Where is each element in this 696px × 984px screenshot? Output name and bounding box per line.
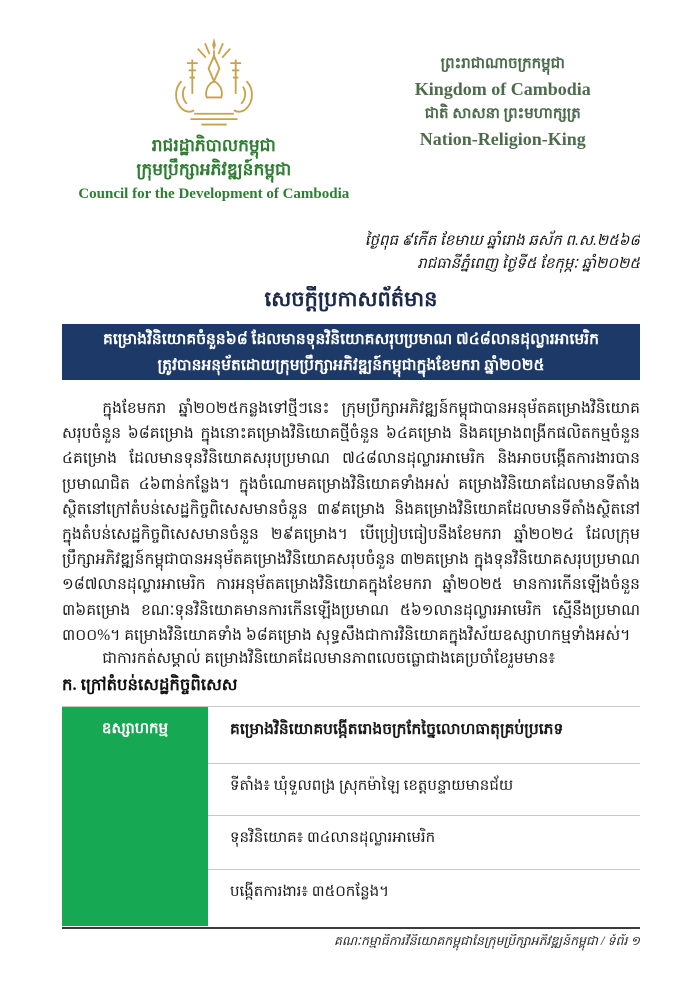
body-text (62, 396, 640, 702)
letterhead (62, 36, 640, 212)
table-row-location: ទីតាំង៖ ឃុំទួលពង្រ ស្រុកម៉ាឡៃ ខេត្តបន្ទាយមានជ័យ (208, 764, 640, 816)
paragraph-2: ជាការកត់សម្គាល់ គម្រោងវិនិយោគដែលមានភាពលេចធ្លោជាងគេប្រចាំខែរួមមាន៖ (102, 650, 556, 667)
paragraph-1: ក្នុងខែមករា ឆ្នាំ២០២៥កន្លងទៅថ្មីៗនេះ ក្រុមប្រឹក្សាអភិវឌ្ឍន៍កម្ពុជាបានអនុម័តគម្រោងវិនិយោគសរុបចំនួន ៦៨គម្រោង ក្នុងនោះគម្រោងវិនិយោគថ្មីចំនួន ៦៤គម្រោង និងគម្រោងពង្រីកផលិតកម្មចំនួន ៤គម្រោង ដែលមានទុនវិនិយោគសរុបប្រមាណ ៧៤៨លានដុល្លារអាមេរិក និងអាចបង្កើតការងារបានប្រមាណជិត ៤៦ពាន់កន្លែង។ ក្នុងចំណោមគម្រោងវិនិយោគទាំងអស់ គម្រោងវិនិយោគដែលមានទីតាំងស្ថិតនៅក្រៅតំបន់សេដ្ឋកិច្ចពិសេសមានចំនួន ៣៩គម្រោង និងគម្រោងវិនិយោគដែលមានទីតាំងស្ថិតនៅក្នុងតំបន់សេដ្ឋកិច្ចពិសេសមានចំនួន ២៩គម្រោង។ បើប្រៀបធៀបនឹងខែមករា ឆ្នាំ២០២៤ ដែលក្រុមប្រឹក្សាអភិវឌ្ឍន៍កម្ពុជាបានអនុម័តគម្រោងវិនិយោគសរុបចំនួន ៣២គម្រោង ក្នុងទុនវិនិយោគសរុបប្រមាណ ១៨៧លានដុល្លារអាមេរិក ការអនុម័តគម្រោងវិនិយោគក្នុងខែមករា ឆ្នាំ២០២៥ មានការកើនឡើងចំនួន ៣៦គម្រោង ខណៈទុនវិនិយោគមានការកើនឡើងប្រមាណ ៥៦១លានដុល្លារអាមេរិក ស្មើនឹងប្រមាណ ៣០០%។ គម្រោងវិនិយោគទាំង ៦៨គម្រោង សុទ្ធសឹងជាការវិនិយោគក្នុងវិស័យឧស្សាហកម្មទាំងអស់។ (62, 400, 640, 644)
kingdom-english: Kingdom of Cambodia (414, 79, 591, 99)
letterhead-right (366, 36, 640, 152)
footer-text: គណៈកម្មាធិការវិនិយោគកម្ពុជានៃក្រុមប្រឹក្សាអភិវឌ្ឍន៍កម្ពុជា / ទំព័រ ១ (333, 934, 640, 948)
kingdom-khmer: ព្រះរាជាណាចក្រកម្ពុជា (440, 56, 565, 72)
motto-english: Nation-Religion-King (419, 129, 586, 149)
document-title: សេចក្តីប្រកាសព័ត៌មាន (264, 287, 438, 311)
dateline-gregorian: រាជធានីភ្នំពេញ ថ្ងៃទី៥ ខែកុម្ភៈ ឆ្នាំ២០២៥ (417, 256, 640, 272)
project-table (62, 706, 640, 926)
dateline (62, 230, 640, 276)
headline-banner (62, 324, 640, 380)
org-name-khmer-line1: រាជរដ្ឋាភិបាលកម្ពុជា (151, 136, 276, 155)
royal-arms-emblem-icon (159, 36, 269, 130)
table-row-investment-capital: ទុនវិនិយោគ៖ ៣៤លានដុល្លារអាមេរិក (208, 816, 640, 871)
banner-line2: ត្រូវបានអនុម័តដោយក្រុមប្រឹក្សាអភិវឌ្ឍន៍កម្ពុជាក្នុងខែមករា ឆ្នាំ២០២៥ (157, 357, 545, 374)
footer-divider (62, 927, 640, 929)
org-name-english: Council for the Development of Cambodia (78, 186, 350, 202)
table-row-project-name: គម្រោងវិនិយោគបង្កើតរោងចក្រកែច្នៃលោហធាតុគ្រប់ប្រភេទ (208, 707, 640, 764)
motto-khmer: ជាតិ សាសនា ព្រះមហាក្សត្រ (424, 106, 581, 122)
project-details-column (208, 707, 640, 926)
org-name-khmer-line2: ក្រុមប្រឹក្សាអភិវឌ្ឍន៍កម្ពុជា (136, 160, 292, 179)
table-row-jobs-created: បង្កើតការងារ៖ ៣៥០កន្លែង។ (230, 884, 390, 901)
letterhead-left (62, 36, 366, 204)
sector-cell: ឧស្សាហកម្ម (62, 707, 208, 926)
section-heading-outside-sez: ក. ក្រៅតំបន់សេដ្ឋកិច្ចពិសេស (62, 675, 238, 694)
dateline-lunar: ថ្ងៃពុធ ៩កើត ខែមាឃ ឆ្នាំរោង ឆស័ក ព.ស.២៥៦៨ (364, 233, 640, 249)
page-footer (62, 927, 640, 954)
banner-line1: គម្រោងវិនិយោគចំនួន៦៨ ដែលមានទុនវិនិយោគសរុបប្រមាណ ៧៤៨លានដុល្លារអាមេរិក (103, 331, 599, 348)
